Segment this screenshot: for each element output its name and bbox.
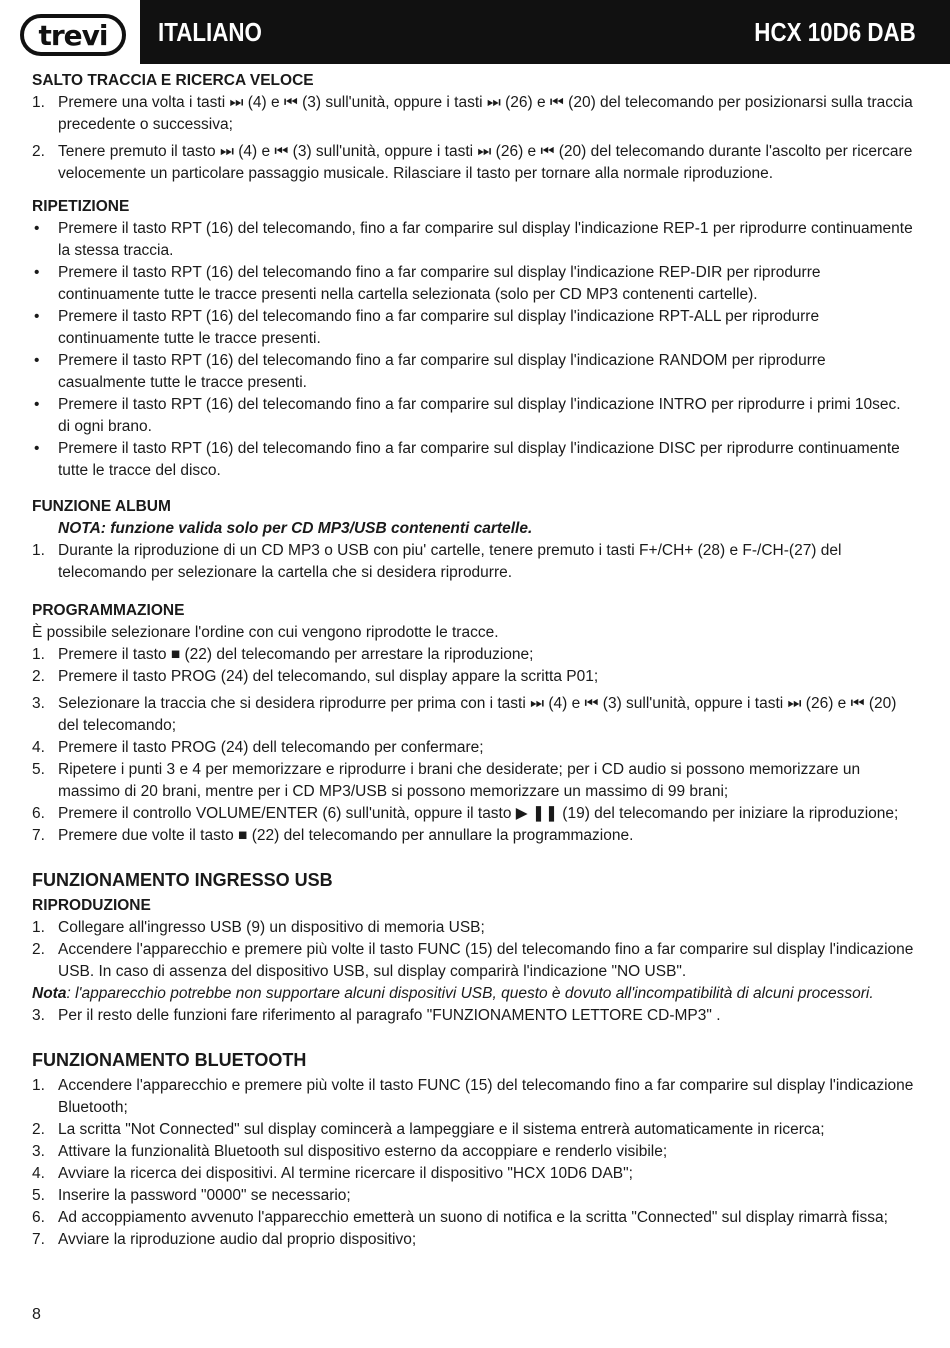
logo-area <box>0 0 140 64</box>
list-text: Ad accoppiamento avvenuto l'apparecchio emetterà un suono di notifica e la scritta "Connected" sul display rimarrà fissa; <box>58 1209 888 1226</box>
list-item <box>32 92 916 136</box>
usb-note-text: : l'apparecchio potrebbe non supportare alcuni dispositivi USB, questo è dovuto all'incompatibilità di alcuni processori. <box>66 985 874 1002</box>
list-number: 6. <box>32 805 45 822</box>
list-item <box>32 438 916 482</box>
list-number: 2. <box>32 1121 45 1138</box>
list-number: 3. <box>32 1143 45 1160</box>
list-text: Premere il tasto ■ (22) del telecomando per arrestare la riproduzione; <box>58 646 534 663</box>
list-number: 5. <box>32 761 45 778</box>
list-item <box>32 803 916 825</box>
list-number: 4. <box>32 739 45 756</box>
bullet: • <box>34 396 40 413</box>
list-number: 3. <box>32 1007 45 1024</box>
bullet: • <box>34 220 40 237</box>
list-number: 3. <box>32 695 45 712</box>
list-text: Premere il tasto PROG (24) del telecomando, sul display appare la scritta P01; <box>58 668 599 685</box>
list-text: Tenere premuto il tasto ⏭ (4) e ⏮ (3) sull'unità, oppure i tasti ⏭ (26) e ⏮ (20) del telecomando durante l'ascolto per ricercare velocemente un particolare passaggio musicale. Rilasciare il tasto per tornare alla normale riproduzione. <box>58 143 913 182</box>
section-title-ripetizione: RIPETIZIONE <box>32 198 130 215</box>
usb-list <box>32 917 916 983</box>
section-title-programmazione: PROGRAMMAZIONE <box>32 602 185 619</box>
bullet: • <box>34 264 40 281</box>
list-text: Premere il controllo VOLUME/ENTER (6) sull'unità, oppure il tasto ▶ ❚❚ (19) del telecomando per iniziare la riproduzione; <box>58 805 899 822</box>
list-text: Premere due volte il tasto ■ (22) del telecomando per annullare la programmazione. <box>58 827 634 844</box>
list-item <box>32 306 916 350</box>
list-number: 7. <box>32 1231 45 1248</box>
list-text: La scritta "Not Connected" sul display comincerà a lampeggiare e il sistema entrerà automaticamente in ricerca; <box>58 1121 825 1138</box>
list-item <box>32 737 916 759</box>
page-header <box>0 0 950 64</box>
list-text: Ripetere i punti 3 e 4 per memorizzare e riprodurre i brani che desiderate; per i CD audio si possono memorizzare un massimo di 20 brani, mentre per i CD MP3/USB si possono memorizzare un massimo di 99 brani; <box>58 761 861 800</box>
section-title-bluetooth: FUNZIONAMENTO BLUETOOTH <box>32 1050 307 1070</box>
list-item <box>32 693 916 737</box>
list-text: Avviare la riproduzione audio dal proprio dispositivo; <box>58 1231 417 1248</box>
list-text: Premere il tasto RPT (16) del telecomando fino a far comparire sul display l'indicazione REP-DIR per riprodurre continuamente tutte le tracce presenti nella cartella selezionata (solo per CD MP3 contenenti cartelle). <box>58 264 821 303</box>
usb-note <box>32 983 916 1005</box>
section-title-usb: FUNZIONAMENTO INGRESSO USB <box>32 870 333 890</box>
section-title-album: FUNZIONE ALBUM <box>32 498 171 515</box>
list-number: 1. <box>32 1077 45 1094</box>
list-item <box>32 141 916 185</box>
programmazione-intro: È possibile selezionare l'ordine con cui vengono riprodotte le tracce. <box>32 624 499 641</box>
bluetooth-list <box>32 1075 916 1251</box>
section-title-salto: SALTO TRACCIA E RICERCA VELOCE <box>32 72 314 89</box>
list-item <box>32 1005 916 1027</box>
list-item <box>32 1075 916 1119</box>
list-text: Per il resto delle funzioni fare riferimento al paragrafo "FUNZIONAMENTO LETTORE CD-MP3" . <box>58 1007 721 1024</box>
list-item <box>32 1163 916 1185</box>
list-item <box>32 825 916 847</box>
list-text: Inserire la password "0000" se necessario; <box>58 1187 351 1204</box>
list-text: Accendere l'apparecchio e premere più volte il tasto FUNC (15) del telecomando fino a far comparire sul display l'indicazione Bluetooth; <box>58 1077 914 1116</box>
list-number: 7. <box>32 827 45 844</box>
ripetizione-list <box>32 218 916 482</box>
list-text: Premere il tasto RPT (16) del telecomando fino a far comparire sul display l'indicazione RPT-ALL per riprodurre continuamente tutte le tracce presenti. <box>58 308 820 347</box>
list-item <box>32 262 916 306</box>
list-item <box>32 1185 916 1207</box>
list-item <box>32 394 916 438</box>
list-number: 5. <box>32 1187 45 1204</box>
list-item <box>32 1229 916 1251</box>
header-bar <box>140 0 950 64</box>
list-item <box>32 644 916 666</box>
list-item <box>32 1119 916 1141</box>
list-number: 1. <box>32 646 45 663</box>
list-text: Durante la riproduzione di un CD MP3 o USB con piu' cartelle, tenere premuto i tasti F+/CH+ (28) e F-/CH-(27) del telecomando per selezionare la cartella che si desidera riprodurre. <box>58 542 842 581</box>
list-text: Premere il tasto RPT (16) del telecomando fino a far comparire sul display l'indicazione DISC per riprodurre continuamente tutte le tracce del disco. <box>58 440 900 479</box>
list-text: Attivare la funzionalità Bluetooth sul dispositivo esterno da accoppiare e renderlo visibile; <box>58 1143 668 1160</box>
list-text: Premere il tasto RPT (16) del telecomando fino a far comparire sul display l'indicazione RANDOM per riprodurre casualmente tutte le tracce presenti. <box>58 352 826 391</box>
list-item <box>32 1207 916 1229</box>
model-label: HCX 10D6 DAB <box>754 16 916 47</box>
list-item <box>32 218 916 262</box>
bullet: • <box>34 440 40 457</box>
list-item <box>32 939 916 983</box>
list-item <box>32 1141 916 1163</box>
list-number: 2. <box>32 668 45 685</box>
list-text: Accendere l'apparecchio e premere più volte il tasto FUNC (15) del telecomando fino a far comparire sul display l'indicazione USB. In caso di assenza del dispositivo USB, sul display comparirà l'indicazione "NO USB". <box>58 941 914 980</box>
list-number: 2. <box>32 941 45 958</box>
list-text: Premere una volta i tasti ⏭ (4) e ⏮ (3) sull'unità, oppure i tasti ⏭ (26) e ⏮ (20) del telecomando per posizionarsi sulla traccia precedente o successiva; <box>58 94 913 133</box>
list-text: Avviare la ricerca dei dispositivi. Al termine ricercare il dispositivo "HCX 10D6 DAB"; <box>58 1165 633 1182</box>
list-number: 1. <box>32 94 45 111</box>
list-text: Premere il tasto PROG (24) dell telecomando per confermare; <box>58 739 484 756</box>
usb-note-label: Nota <box>32 985 67 1002</box>
list-item <box>32 666 916 688</box>
usb-list-continued <box>32 1005 916 1027</box>
list-text: Collegare all'ingresso USB (9) un dispositivo di memoria USB; <box>58 919 485 936</box>
list-text: Selezionare la traccia che si desidera riprodurre per prima con i tasti ⏭ (4) e ⏮ (3) sull'unità, oppure i tasti ⏭ (26) e ⏮ (20) del telecomando; <box>58 695 897 734</box>
list-number: 1. <box>32 542 45 559</box>
album-note: NOTA: funzione valida solo per CD MP3/USB contenenti cartelle. <box>58 520 533 537</box>
list-item <box>32 540 916 584</box>
language-label: ITALIANO <box>158 16 262 47</box>
list-item <box>32 759 916 803</box>
list-item <box>32 350 916 394</box>
trevi-logo: trevi <box>20 14 126 56</box>
bullet: • <box>34 308 40 325</box>
salto-list <box>32 92 916 185</box>
bullet: • <box>34 352 40 369</box>
list-text: Premere il tasto RPT (16) del telecomando fino a far comparire sul display l'indicazione INTRO per riprodurre i primi 10sec. di ogni brano. <box>58 396 901 435</box>
subsection-title-riproduzione: RIPRODUZIONE <box>32 897 151 914</box>
page-content <box>32 70 916 1251</box>
list-item <box>32 917 916 939</box>
programmazione-list <box>32 644 916 847</box>
album-list <box>32 540 916 584</box>
list-number: 1. <box>32 919 45 936</box>
list-text: Premere il tasto RPT (16) del telecomando, fino a far comparire sul display l'indicazione REP-1 per riprodurre continuamente la stessa traccia. <box>58 220 913 259</box>
list-number: 2. <box>32 143 45 160</box>
list-number: 4. <box>32 1165 45 1182</box>
page-number: 8 <box>32 1306 41 1323</box>
list-number: 6. <box>32 1209 45 1226</box>
